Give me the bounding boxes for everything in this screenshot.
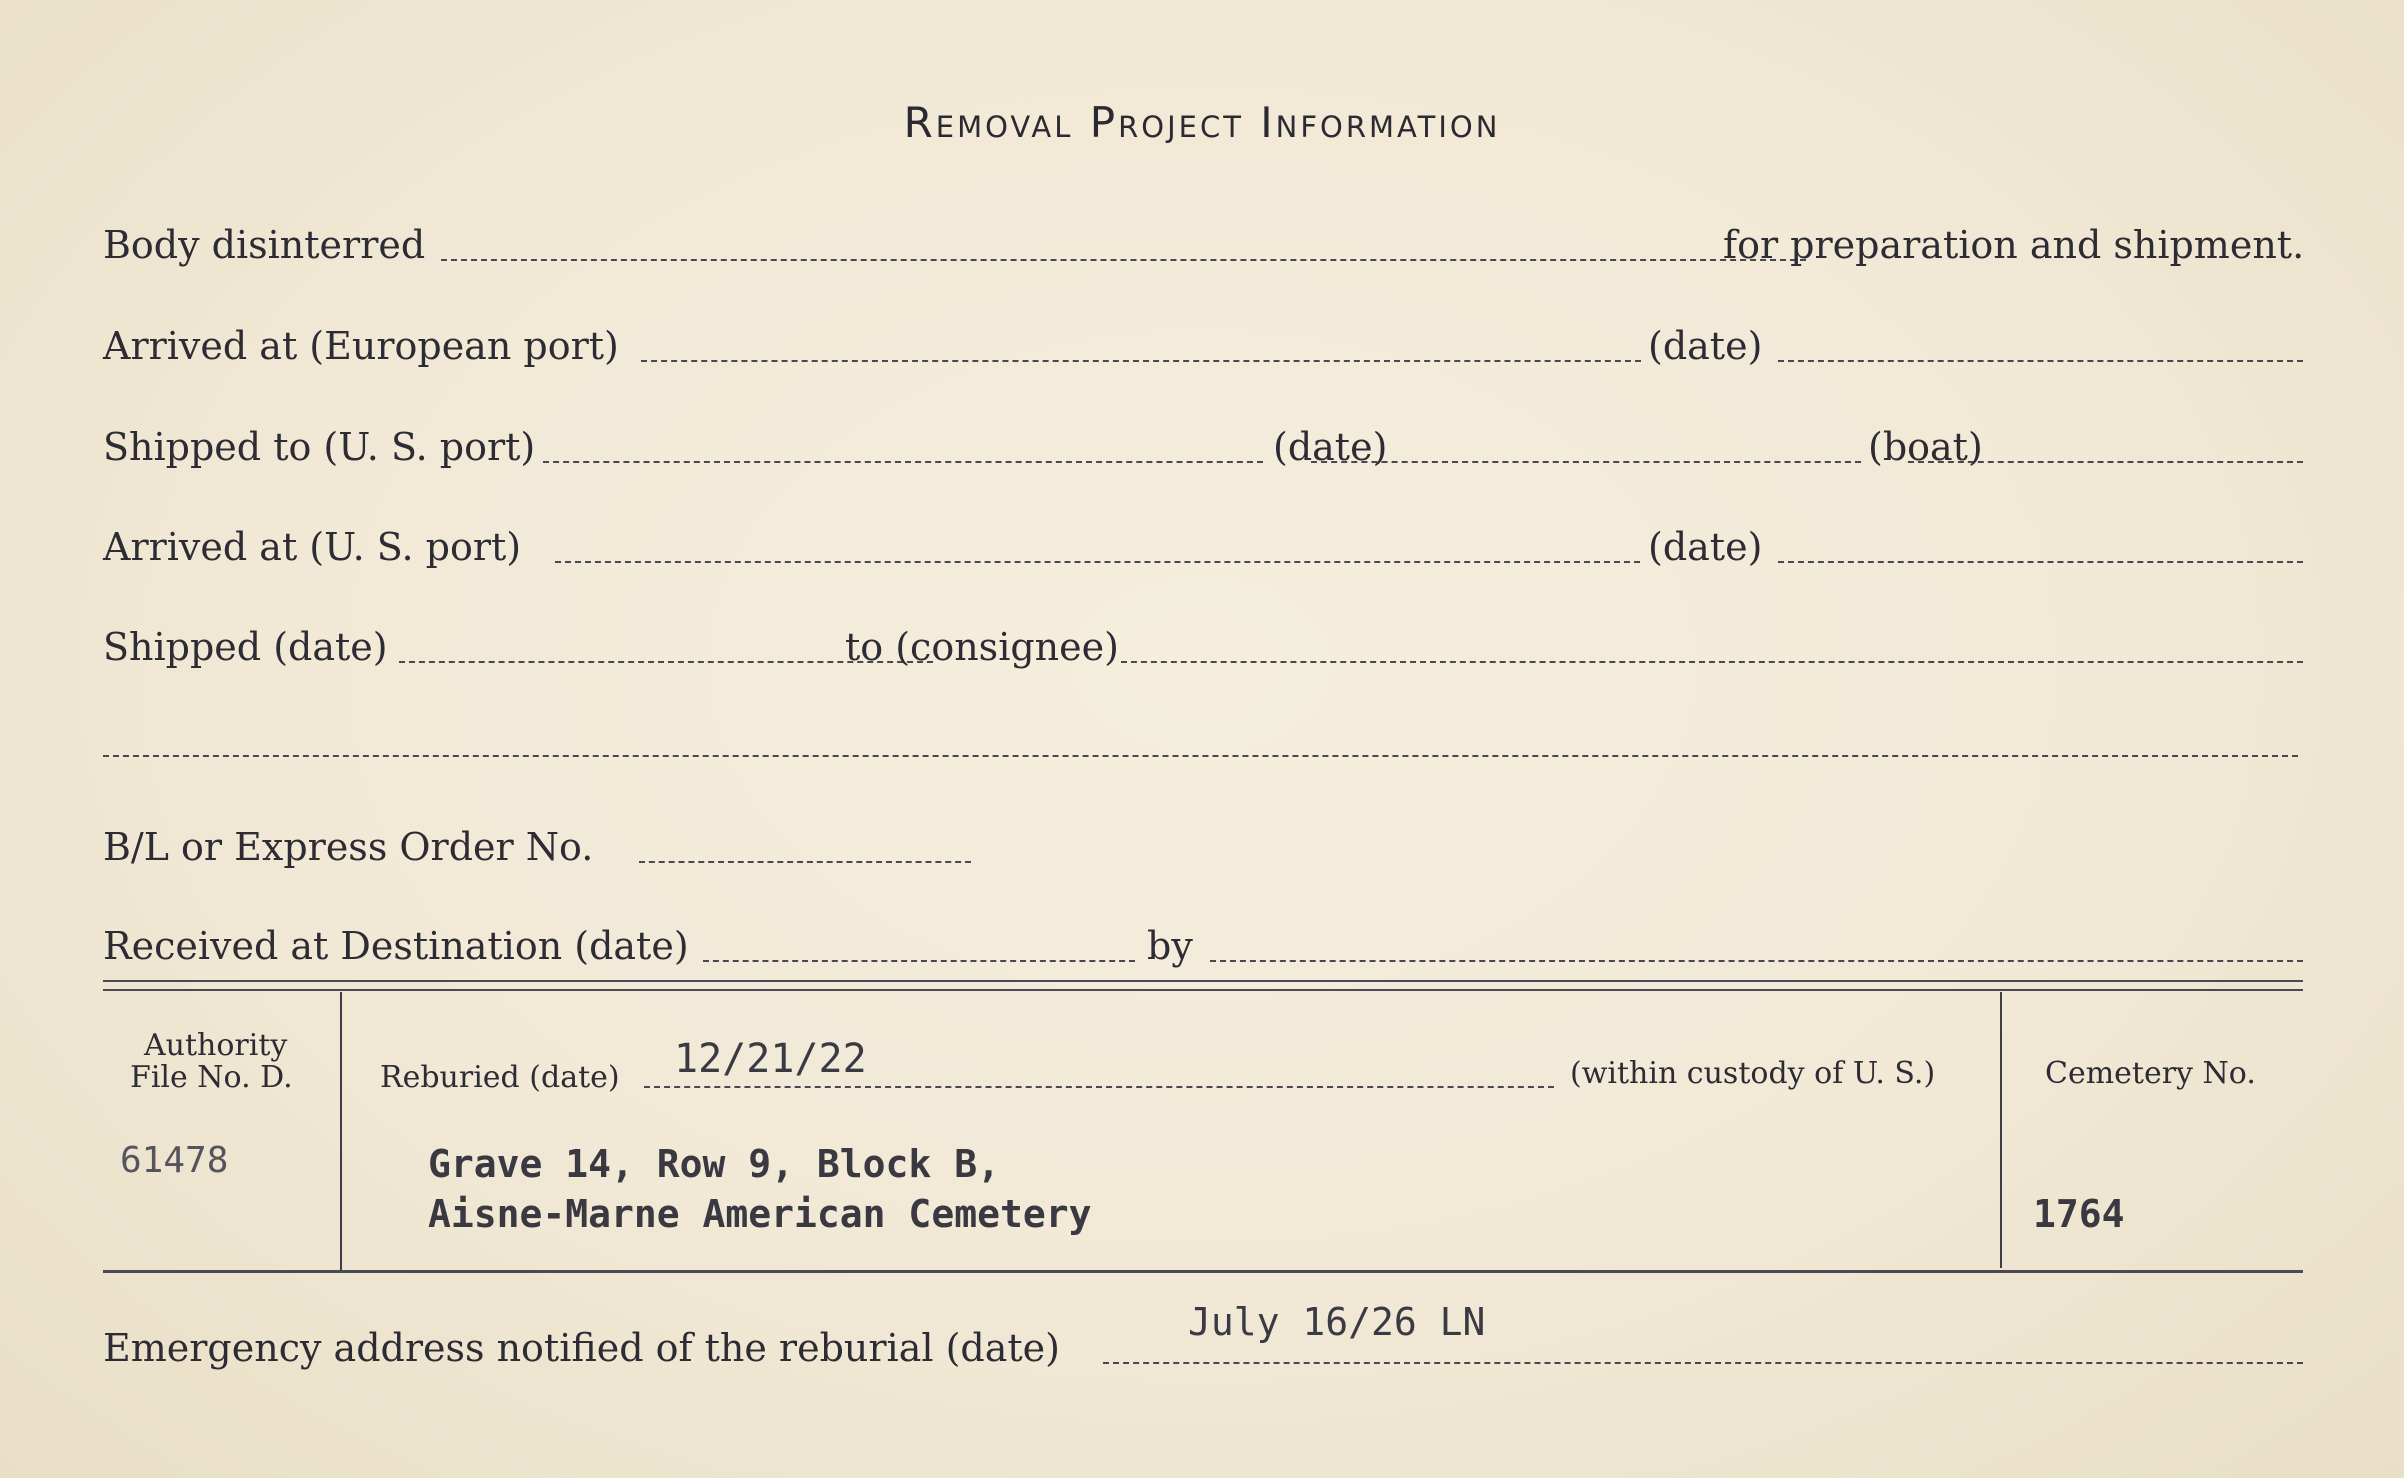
reburied-label: Reburied (date) (380, 1060, 620, 1095)
arrived-european-label: Arrived at (European port) (103, 324, 619, 368)
emergency-label: Emergency address notified of the reburial (date) (103, 1326, 1060, 1370)
row-arrived-us-port (103, 517, 2303, 577)
arrived-european-date-line (1778, 360, 2303, 362)
shipped-us-port-line (543, 461, 1263, 463)
authority-label-1: Authority (144, 1028, 288, 1063)
grave-location-line-2: Aisne-Marne American Cemetery (428, 1192, 1092, 1236)
bl-express-line (639, 861, 971, 863)
emergency-date-value: July 16/26 LN (1188, 1300, 1486, 1344)
card-title: Removal Project Information (903, 98, 1501, 147)
consignee-continuation-line (103, 755, 2298, 757)
row-bl-express (103, 817, 2303, 877)
for-preparation-label: for preparation and shipment. (1723, 223, 2305, 267)
by-label: by (1147, 924, 1193, 968)
custody-label: (within custody of U. S.) (1570, 1056, 1936, 1091)
row-body-disinterred (103, 215, 2303, 275)
authority-file-number: 61478 (120, 1140, 229, 1181)
emergency-line (1103, 1362, 2303, 1364)
table-top-rule-2 (103, 989, 2303, 991)
arrived-european-line (641, 360, 1641, 362)
arrived-european-date-label: (date) (1648, 324, 1763, 368)
boat-line (1908, 461, 2303, 463)
arrived-us-port-label: Arrived at (U. S. port) (103, 525, 522, 569)
cemetery-number: 1764 (2033, 1192, 2125, 1236)
row-arrived-european (103, 316, 2303, 376)
arrived-us-date-label: (date) (1648, 525, 1763, 569)
table-divider-right (2000, 992, 2002, 1268)
received-destination-label: Received at Destination (date) (103, 924, 689, 968)
table-top-rule-1 (103, 980, 2303, 982)
authority-label-2: File No. D. (130, 1060, 293, 1095)
body-disinterred-label: Body disinterred (103, 223, 426, 267)
bl-express-label: B/L or Express Order No. (103, 825, 594, 869)
shipped-date-field-label: Shipped (date) (103, 625, 388, 669)
shipped-us-port-label: Shipped to (U. S. port) (103, 425, 536, 469)
to-consignee-label: to (consignee) (845, 625, 1119, 669)
grave-location-line-1: Grave 14, Row 9, Block B, (428, 1142, 1000, 1186)
shipped-date-label: (date) (1273, 425, 1388, 469)
consignee-line (1121, 661, 2303, 663)
body-disinterred-line (441, 259, 1806, 261)
arrived-us-date-line (1778, 561, 2303, 563)
reburied-date-value: 12/21/22 (674, 1036, 867, 1082)
shipped-date-line (1311, 461, 1861, 463)
table-bottom-rule (103, 1270, 2303, 1273)
row-shipped-us-port (103, 417, 2303, 477)
reburied-date-line (644, 1086, 1554, 1088)
arrived-us-port-line (555, 561, 1640, 563)
by-line (1210, 960, 2303, 962)
table-divider-left (340, 992, 342, 1270)
row-shipped-consignee (103, 617, 2303, 677)
boat-label: (boat) (1868, 425, 1983, 469)
received-destination-line (703, 960, 1135, 962)
row-received-destination (103, 916, 2303, 976)
cemetery-label: Cemetery No. (2045, 1056, 2256, 1091)
